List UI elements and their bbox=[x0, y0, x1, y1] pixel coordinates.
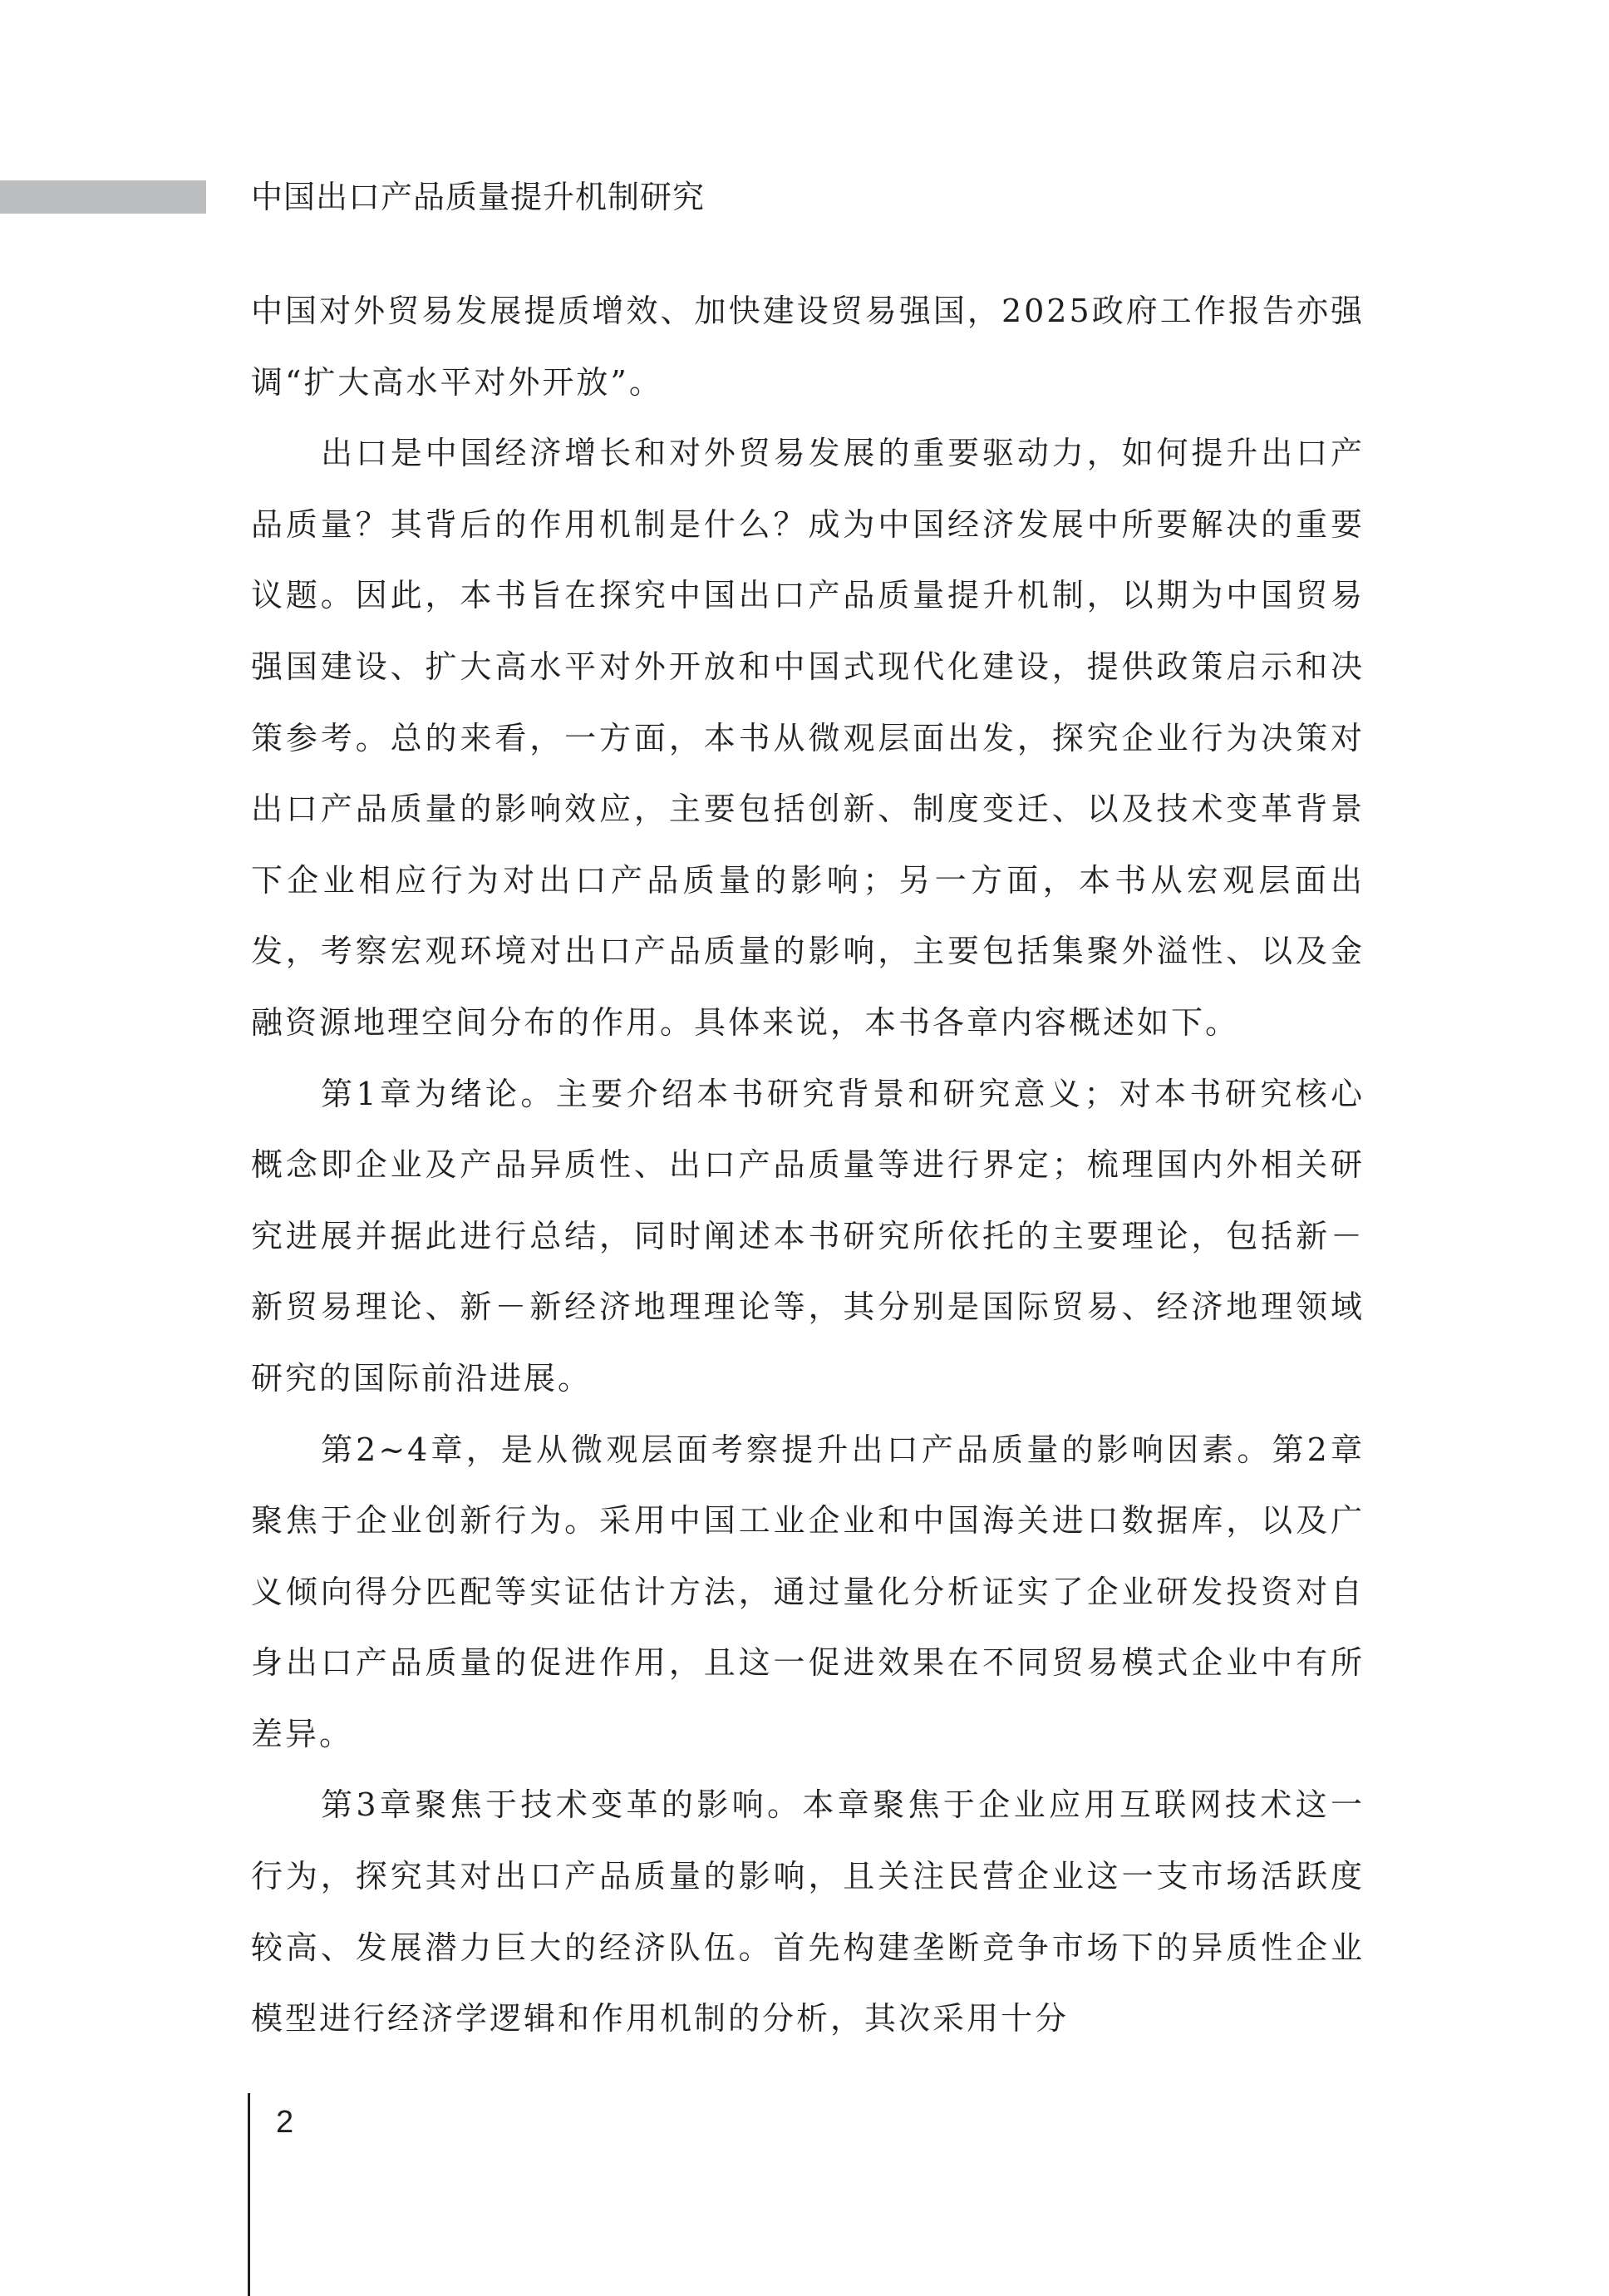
paragraph-3: 第1章为绪论。主要介绍本书研究背景和研究意义；对本书研究核心概念即企业及产品异质性、出口产品质量等进行界定；梳理国内外相关研究进展并据此进行总结，同时阐述本书研究所依托的主要理论，包括新－新贸易理论、新－新经济地理理论等，其分别是国际贸易、经济地理领域研究的国际前沿进展。 bbox=[251, 1075, 1365, 1397]
paragraph-1: 中国对外贸易发展提质增效、加快建设贸易强国，2025政府工作报告亦强调“扩大高水平对外开放”。 bbox=[251, 293, 1365, 401]
paragraph-4: 第2~4章，是从微观层面考察提升出口产品质量的影响因素。第2章聚焦于企业创新行为。采用中国工业企业和中国海关进口数据库，以及广义倾向得分匹配等实证估计方法，通过量化分析证实了企业研发投资对自身出口产品质量的促进作用，且这一促进效果在不同贸易模式企业中有所差异。 bbox=[251, 1431, 1365, 1752]
paragraph-5: 第3章聚焦于技术变革的影响。本章聚焦于企业应用互联网技术这一行为，探究其对出口产品质量的影响，且关注民营企业这一支市场活跃度较高、发展潜力巨大的经济队伍。首先构建垄断竞争市场下的异质性企业模型进行经济学逻辑和作用机制的分析，其次采用十分 bbox=[251, 1786, 1365, 2037]
page-body bbox=[251, 276, 1365, 2055]
header-decoration-bar bbox=[0, 180, 206, 214]
paragraph-2: 出口是中国经济增长和对外贸易发展的重要驱动力，如何提升出口产品质量？其背后的作用机制是什么？成为中国经济发展中所要解决的重要议题。因此，本书旨在探究中国出口产品质量提升机制，以期为中国贸易强国建设、扩大高水平对外开放和中国式现代化建设，提供政策启示和决策参考。总的来看，一方面，本书从微观层面出发，探究企业行为决策对出口产品质量的影响效应，主要包括创新、制度变迁、以及技术变革背景下企业相应行为对出口产品质量的影响；另一方面，本书从宏观层面出发，考察宏观环境对出口产品质量的影响，主要包括集聚外溢性、以及金融资源地理空间分布的作用。具体来说，本书各章内容概述如下。 bbox=[251, 435, 1365, 1041]
footer-vertical-rule bbox=[248, 2093, 250, 2296]
running-header-title: 中国出口产品质量提升机制研究 bbox=[251, 179, 706, 215]
page-number: 2 bbox=[276, 2105, 294, 2140]
